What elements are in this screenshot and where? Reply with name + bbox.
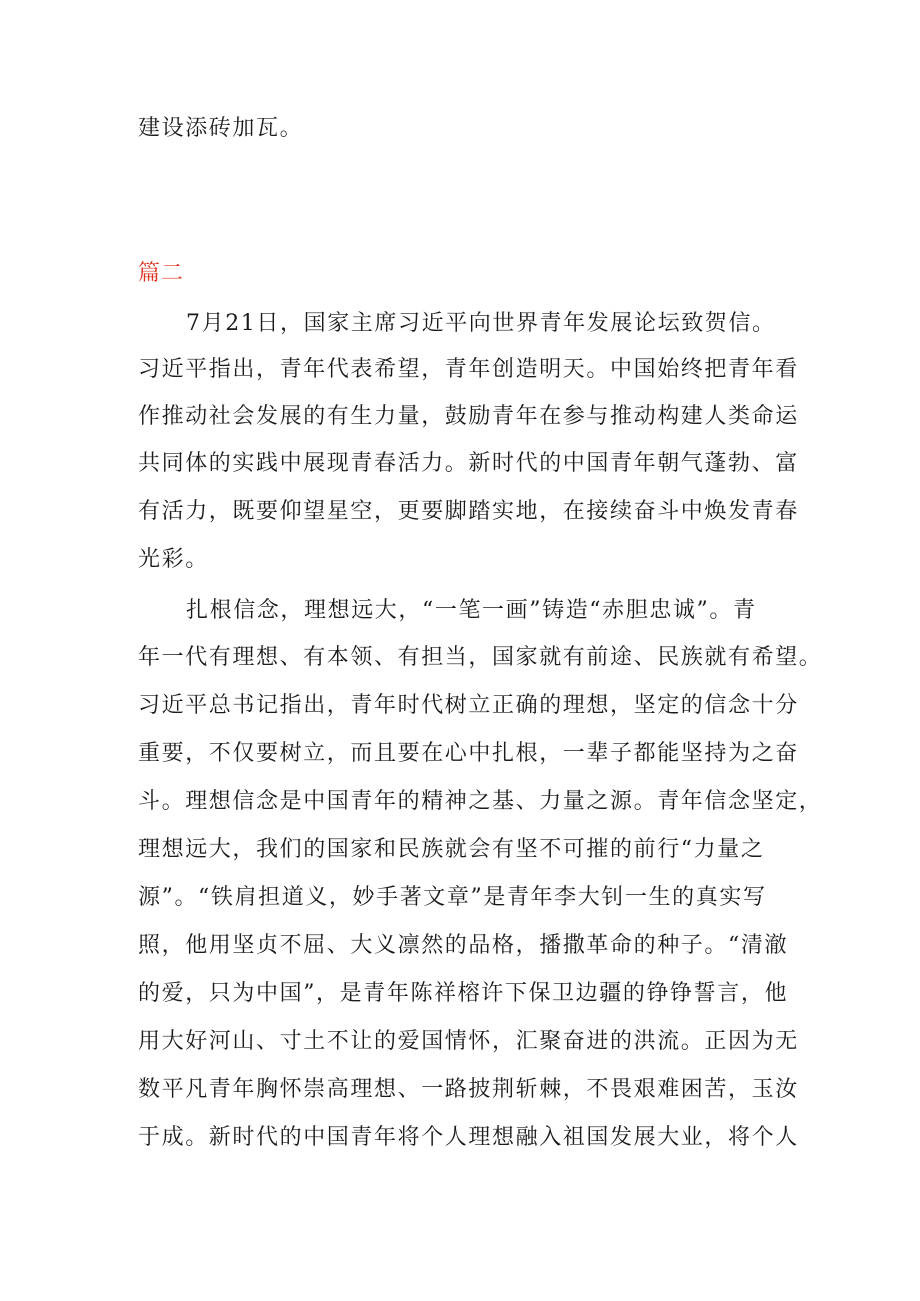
paragraph-2-line: 的爱，只为中国”，是青年陈祥榕许下保卫边疆的铮铮誓言，他 bbox=[138, 981, 789, 1006]
paragraph-2-line: 重要，不仅要树立，而且要在心中扎根，一辈子都能坚持为之奋 bbox=[138, 741, 799, 766]
paragraph-1-line: 习近平指出，青年代表希望，青年创造明天。中国始终把青年看 bbox=[138, 357, 799, 382]
paragraph-1-line: 有活力，既要仰望星空，更要脚踏实地，在接续奋斗中焕发青春 bbox=[138, 499, 799, 524]
paragraph-2-line: 扎根信念，理想远大，“一笔一画”铸造“赤胆忠诚”。青 bbox=[186, 598, 757, 623]
paragraph-2-line: 于成。新时代的中国青年将个人理想融入祖国发展大业，将个人 bbox=[138, 1125, 799, 1150]
paragraph-2-line: 照，他用坚贞不屈、大义凛然的品格，播撒革命的种子。“清澈 bbox=[138, 933, 789, 958]
paragraph-2-line: 源”。“铁肩担道义，妙手著文章”是青年李大钊一生的真实写 bbox=[138, 885, 767, 910]
paragraph-2-line: 年一代有理想、有本领、有担当，国家就有前途、民族就有希望。 bbox=[138, 645, 823, 670]
paragraph-2-line: 习近平总书记指出，青年时代树立正确的理想，坚定的信念十分 bbox=[138, 693, 799, 718]
section-heading: 篇二 bbox=[138, 261, 185, 286]
paragraph-1-line: 作推动社会发展的有生力量，鼓励青年在参与推动构建人类命运 bbox=[138, 404, 799, 429]
paragraph-1-line: 7月21日，国家主席习近平向世界青年发展论坛致贺信。 bbox=[186, 311, 776, 336]
paragraph-2-line: 理想远大，我们的国家和民族就会有坚不可摧的前行“力量之 bbox=[138, 837, 765, 862]
paragraph-2-line: 用大好河山、寸土不让的爱国情怀，汇聚奋进的洪流。正因为无 bbox=[138, 1029, 799, 1054]
paragraph-2-line: 数平凡青年胸怀崇高理想、一路披荆斩棘，不畏艰难困苦，玉汝 bbox=[138, 1077, 799, 1102]
paragraph-2-line: 斗。理想信念是中国青年的精神之基、力量之源。青年信念坚定， bbox=[138, 789, 823, 814]
paragraph-1-line: 光彩。 bbox=[138, 547, 209, 572]
carryover-line: 建设添砖加瓦。 bbox=[138, 116, 304, 141]
paragraph-1-line: 共同体的实践中展现青春活力。新时代的中国青年朝气蓬勃、富 bbox=[138, 451, 799, 476]
